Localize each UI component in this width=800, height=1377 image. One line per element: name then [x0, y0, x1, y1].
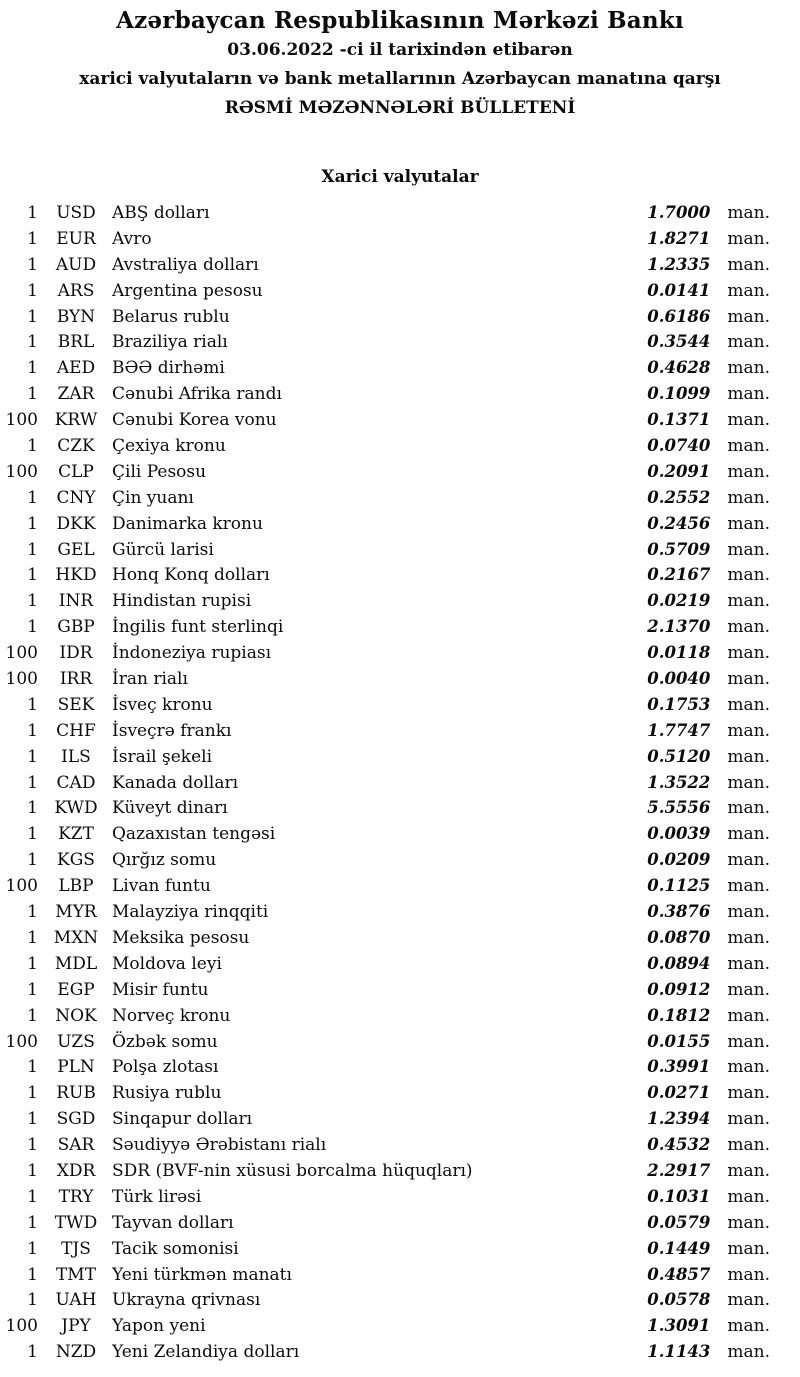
currency-code-cell: XDR: [56, 1160, 96, 1181]
currency-name-cell: Meksika pesosu: [112, 927, 250, 948]
unit-label: man.: [727, 772, 770, 793]
rate-value-cell: 0.0040: [647, 669, 711, 689]
rate-value-cell: 0.5709: [647, 539, 711, 559]
unit-label: man.: [727, 876, 770, 897]
unit-label: man.: [727, 332, 770, 353]
currency-name-cell: ABŞ dolları: [112, 203, 210, 223]
table-row: [0, 1313, 800, 1339]
rate-value-cell: 0.3876: [647, 902, 711, 922]
rate-value-cell: 0.0578: [647, 1290, 711, 1310]
unit-label: man.: [727, 1109, 770, 1130]
currency-name-cell: Qazaxıstan tengəsi: [112, 824, 276, 845]
table-row: [0, 718, 800, 744]
currency-code-cell: PLN: [57, 1057, 95, 1078]
currency-code-cell: JPY: [61, 1316, 91, 1337]
unit-label: man.: [727, 358, 770, 379]
currency-code-cell: TJS: [61, 1238, 91, 1259]
unit-label: man.: [727, 824, 770, 845]
unit-label: man.: [727, 410, 770, 431]
currency-code-cell: TRY: [58, 1186, 94, 1207]
rate-value-cell: 0.1812: [647, 1005, 711, 1025]
currency-code-cell: KRW: [54, 410, 98, 431]
quantity-cell: 1: [27, 1057, 38, 1078]
rate-value-cell: 0.1371: [647, 410, 711, 430]
rate-value-cell: 0.0870: [647, 927, 711, 947]
currency-code-cell: NZD: [55, 1342, 97, 1363]
unit-label: man.: [727, 1264, 770, 1285]
currency-code-cell: MDL: [54, 953, 98, 974]
unit-label: man.: [727, 461, 770, 482]
currency-name-cell: Argentina pesosu: [112, 280, 263, 301]
unit-label: man.: [727, 565, 770, 586]
table-row: [0, 381, 800, 407]
table-row: [0, 304, 800, 330]
rate-value-cell: 0.0912: [647, 979, 711, 999]
currency-code-cell: SGD: [56, 1109, 96, 1130]
table-row: [0, 537, 800, 563]
currency-code-cell: BYN: [56, 306, 96, 327]
unit-label: man.: [727, 927, 770, 948]
quantity-cell: 1: [27, 1005, 38, 1026]
currency-code-cell: KZT: [58, 824, 94, 845]
rate-value-cell: 0.2552: [647, 487, 711, 507]
unit-label: man.: [727, 798, 770, 819]
currency-name-cell: İngilis funt sterlinqi: [112, 617, 284, 638]
rate-value-cell: 0.0271: [647, 1083, 711, 1103]
table-row: [0, 1287, 800, 1313]
table-row: [0, 329, 800, 355]
unit-label: man.: [727, 1160, 770, 1181]
currency-code-cell: TMT: [55, 1264, 97, 1285]
currency-name-cell: İndoneziya rupiası: [112, 643, 272, 664]
unit-label: man.: [727, 384, 770, 405]
quantity-cell: 1: [27, 436, 38, 457]
unit-label: man.: [727, 902, 770, 923]
table-row: [0, 795, 800, 821]
table-row: [0, 977, 800, 1003]
currency-name-cell: Avstraliya dolları: [112, 254, 259, 275]
currency-name-cell: Honq Konq dolları: [112, 565, 270, 586]
currency-name-cell: SDR (BVF-nin xüsusi borcalma hüquqları): [112, 1160, 473, 1181]
quantity-cell: 1: [27, 694, 38, 715]
quantity-cell: 1: [27, 617, 38, 638]
currency-code-cell: CZK: [57, 436, 95, 457]
table-row: [0, 770, 800, 796]
currency-name-cell: Kanada dolları: [112, 772, 239, 793]
table-row: [0, 226, 800, 252]
currency-name-cell: Polşa zlotası: [112, 1057, 219, 1078]
currency-code-cell: CAD: [56, 772, 96, 793]
quantity-cell: 100: [5, 669, 38, 690]
rate-value-cell: 0.4532: [647, 1135, 711, 1155]
currency-code-cell: MYR: [55, 902, 97, 923]
table-row: [0, 1210, 800, 1236]
table-row: [0, 407, 800, 433]
currency-code-cell: SAR: [57, 1135, 95, 1156]
unit-label: man.: [727, 1057, 770, 1078]
effective-date-line: 03.06.2022 -ci il tarixindən etibarən: [227, 40, 573, 60]
table-row: [0, 1236, 800, 1262]
currency-code-cell: USD: [56, 203, 96, 223]
currency-code-cell: CLP: [58, 461, 94, 482]
unit-label: man.: [727, 487, 770, 508]
unit-label: man.: [727, 436, 770, 457]
rate-value-cell: 0.4628: [647, 358, 711, 378]
quantity-cell: 1: [27, 1083, 38, 1104]
currency-code-cell: MXN: [53, 927, 99, 948]
quantity-cell: 1: [27, 902, 38, 923]
rate-value-cell: 0.1753: [647, 694, 711, 714]
quantity-cell: 1: [27, 746, 38, 767]
rate-value-cell: 1.8271: [647, 228, 711, 248]
currency-code-cell: RUB: [56, 1083, 96, 1104]
unit-label: man.: [727, 1316, 770, 1337]
rate-value-cell: 0.6186: [647, 306, 711, 326]
currency-name-cell: Yeni Zelandiya dolları: [112, 1342, 300, 1363]
quantity-cell: 100: [5, 876, 38, 897]
unit-label: man.: [727, 720, 770, 741]
rate-value-cell: 0.2091: [647, 461, 711, 481]
quantity-cell: 1: [27, 798, 38, 819]
table-row: [0, 1339, 800, 1365]
table-row: [0, 355, 800, 381]
unit-label: man.: [727, 306, 770, 327]
quantity-cell: 1: [27, 824, 38, 845]
rate-value-cell: 1.3522: [647, 772, 711, 792]
currency-name-cell: Səudiyyə Ərəbistanı rialı: [112, 1135, 327, 1156]
rate-value-cell: 0.0155: [647, 1031, 711, 1051]
currency-code-cell: SEK: [57, 694, 95, 715]
rate-value-cell: 0.0118: [647, 643, 711, 663]
rate-value-cell: 1.2394: [647, 1109, 711, 1129]
currency-name-cell: İran rialı: [112, 669, 188, 690]
rate-value-cell: 1.1143: [647, 1342, 711, 1362]
unit-label: man.: [727, 1083, 770, 1104]
currency-name-cell: Türk lirəsi: [112, 1186, 202, 1207]
currency-code-cell: ZAR: [57, 384, 95, 405]
currency-code-cell: ILS: [61, 746, 91, 767]
quantity-cell: 1: [27, 1135, 38, 1156]
table-row: [0, 278, 800, 304]
quantity-cell: 1: [27, 1290, 38, 1311]
rate-value-cell: 1.7747: [647, 720, 711, 740]
table-row: [0, 1262, 800, 1288]
table-row: [0, 873, 800, 899]
scope-line: xarici valyutaların və bank metallarının Azərbaycan manatına qarşı: [79, 69, 721, 89]
table-row: [0, 433, 800, 459]
table-row: [0, 899, 800, 925]
unit-label: man.: [727, 617, 770, 638]
rate-value-cell: 0.5120: [647, 746, 711, 766]
unit-label: man.: [727, 669, 770, 690]
quantity-cell: 100: [5, 1316, 38, 1337]
quantity-cell: 1: [27, 539, 38, 560]
currency-code-cell: GBP: [57, 617, 95, 638]
currency-name-cell: Çin yuanı: [112, 487, 194, 508]
quantity-cell: 100: [5, 643, 38, 664]
rate-value-cell: 5.5556: [647, 798, 711, 818]
table-row: [0, 925, 800, 951]
currency-name-cell: Cənubi Afrika randı: [112, 384, 282, 405]
quantity-cell: 1: [27, 358, 38, 379]
quantity-cell: 1: [27, 1109, 38, 1130]
quantity-cell: 100: [5, 1031, 38, 1052]
table-row: [0, 1003, 800, 1029]
currency-code-cell: LBP: [58, 876, 94, 897]
rate-value-cell: 0.3991: [647, 1057, 711, 1077]
currency-name-cell: BƏƏ dirhəmi: [112, 358, 225, 379]
table-row: [0, 588, 800, 614]
rate-value-cell: 0.3544: [647, 332, 711, 352]
currency-name-cell: Sinqapur dolları: [112, 1109, 253, 1130]
table-row: [0, 1158, 800, 1184]
currency-code-cell: IRR: [59, 669, 93, 690]
currency-name-cell: Avro: [112, 228, 152, 249]
quantity-cell: 1: [27, 1160, 38, 1181]
table-row: [0, 951, 800, 977]
unit-label: man.: [727, 1135, 770, 1156]
unit-label: man.: [727, 850, 770, 871]
rate-value-cell: 0.0894: [647, 953, 711, 973]
unit-label: man.: [727, 979, 770, 1000]
quantity-cell: 1: [27, 1264, 38, 1285]
quantity-cell: 100: [5, 410, 38, 431]
currency-code-cell: TWD: [54, 1212, 98, 1233]
table-row: [0, 1132, 800, 1158]
unit-label: man.: [727, 746, 770, 767]
quantity-cell: 1: [27, 280, 38, 301]
currency-name-cell: Cənubi Korea vonu: [112, 410, 277, 431]
table-row: [0, 562, 800, 588]
rate-value-cell: 0.2456: [647, 513, 711, 533]
table-row: [0, 692, 800, 718]
quantity-cell: 1: [27, 1186, 38, 1207]
rate-value-cell: 0.0219: [647, 591, 711, 611]
table-row: [0, 821, 800, 847]
currency-code-cell: KGS: [57, 850, 95, 871]
quantity-cell: 1: [27, 850, 38, 871]
table-row: [0, 614, 800, 640]
table-row: [0, 640, 800, 666]
currency-code-cell: NOK: [55, 1005, 97, 1026]
table-row: [0, 252, 800, 278]
unit-label: man.: [727, 539, 770, 560]
quantity-cell: 1: [27, 203, 38, 223]
quantity-cell: 1: [27, 1342, 38, 1363]
table-row: [0, 1106, 800, 1132]
rates-table: [0, 200, 800, 1365]
currency-code-cell: AED: [56, 358, 96, 379]
currency-code-cell: EGP: [57, 979, 95, 1000]
currency-name-cell: Belarus rublu: [112, 306, 230, 327]
unit-label: man.: [727, 1005, 770, 1026]
quantity-cell: 1: [27, 254, 38, 275]
unit-label: man.: [727, 694, 770, 715]
currency-name-cell: Gürcü larisi: [112, 539, 214, 560]
unit-label: man.: [727, 643, 770, 664]
currency-name-cell: Yeni türkmən manatı: [112, 1264, 292, 1285]
table-row: [0, 459, 800, 485]
currency-name-cell: Tayvan dolları: [112, 1212, 234, 1233]
rate-value-cell: 2.1370: [647, 617, 711, 637]
currency-name-cell: Küveyt dinarı: [112, 798, 228, 819]
quantity-cell: 1: [27, 979, 38, 1000]
quantity-cell: 1: [27, 1238, 38, 1259]
currency-name-cell: Tacik somonisi: [112, 1238, 239, 1259]
unit-label: man.: [727, 1212, 770, 1233]
table-row: [0, 1184, 800, 1210]
currency-name-cell: Yapon yeni: [112, 1316, 206, 1337]
quantity-cell: 1: [27, 228, 38, 249]
currency-code-cell: ARS: [57, 280, 95, 301]
quantity-cell: 1: [27, 332, 38, 353]
unit-label: man.: [727, 1186, 770, 1207]
currency-name-cell: Norveç kronu: [112, 1005, 231, 1026]
quantity-cell: 1: [27, 927, 38, 948]
quantity-cell: 1: [27, 384, 38, 405]
currency-name-cell: Ukrayna qrivnası: [112, 1290, 261, 1311]
currency-name-cell: İsveçrə frankı: [112, 720, 232, 741]
table-row: [0, 744, 800, 770]
currency-name-cell: İsveç kronu: [112, 694, 213, 715]
rate-value-cell: 0.1031: [647, 1186, 711, 1206]
table-row: [0, 200, 800, 226]
quantity-cell: 1: [27, 772, 38, 793]
currency-name-cell: Misir funtu: [112, 979, 209, 1000]
table-row: [0, 1029, 800, 1055]
unit-label: man.: [727, 953, 770, 974]
table-row: [0, 511, 800, 537]
currency-name-cell: Qırğız somu: [112, 850, 217, 871]
unit-label: man.: [727, 280, 770, 301]
rate-value-cell: 0.2167: [647, 565, 711, 585]
table-row: [0, 485, 800, 511]
rate-value-cell: 0.0141: [647, 280, 711, 300]
currency-name-cell: Özbək somu: [112, 1031, 218, 1052]
quantity-cell: 1: [27, 953, 38, 974]
rate-value-cell: 0.0039: [647, 824, 711, 844]
quantity-cell: 1: [27, 1212, 38, 1233]
unit-label: man.: [727, 1031, 770, 1052]
unit-label: man.: [727, 1290, 770, 1311]
currency-code-cell: KWD: [54, 798, 98, 819]
quantity-cell: 1: [27, 591, 38, 612]
bulletin-title: RƏSMİ MƏZƏNNƏLƏRİ BÜLLETENİ: [224, 98, 576, 118]
rate-value-cell: 0.1125: [647, 876, 711, 896]
quantity-cell: 1: [27, 513, 38, 534]
rate-value-cell: 0.4857: [647, 1264, 711, 1284]
currency-code-cell: CHF: [56, 720, 96, 741]
rate-value-cell: 1.2335: [647, 254, 711, 274]
quantity-cell: 1: [27, 720, 38, 741]
rate-value-cell: 1.3091: [647, 1316, 711, 1336]
rate-value-cell: 0.1449: [647, 1238, 711, 1258]
currency-code-cell: AUD: [55, 254, 97, 275]
section-title: Xarici valyutalar: [321, 167, 479, 187]
currency-name-cell: Çili Pesosu: [112, 461, 207, 482]
currency-name-cell: Livan funtu: [112, 876, 211, 897]
table-row: [0, 1080, 800, 1106]
unit-label: man.: [727, 254, 770, 275]
unit-label: man.: [727, 1342, 770, 1363]
currency-code-cell: EUR: [56, 228, 96, 249]
currency-name-cell: Hindistan rupisi: [112, 591, 252, 612]
quantity-cell: 1: [27, 487, 38, 508]
table-row: [0, 666, 800, 692]
rate-value-cell: 0.0209: [647, 850, 711, 870]
currency-name-cell: Braziliya rialı: [112, 332, 228, 353]
unit-label: man.: [727, 513, 770, 534]
unit-label: man.: [727, 203, 770, 223]
currency-name-cell: Danimarka kronu: [112, 513, 263, 534]
document-header: [0, 0, 800, 123]
currency-code-cell: IDR: [59, 643, 93, 664]
table-row: [0, 1054, 800, 1080]
rate-value-cell: 0.0740: [647, 436, 711, 456]
currency-code-cell: DKK: [56, 513, 96, 534]
currency-code-cell: UZS: [57, 1031, 95, 1052]
rate-value-cell: 0.1099: [647, 384, 711, 404]
currency-name-cell: Malayziya rinqqiti: [112, 902, 269, 923]
currency-code-cell: CNY: [56, 487, 96, 508]
unit-label: man.: [727, 228, 770, 249]
quantity-cell: 1: [27, 565, 38, 586]
rate-value-cell: 0.0579: [647, 1212, 711, 1232]
currency-name-cell: Moldova leyi: [112, 953, 222, 974]
currency-code-cell: HKD: [55, 565, 97, 586]
currency-code-cell: GEL: [57, 539, 95, 560]
quantity-cell: 1: [27, 306, 38, 327]
unit-label: man.: [727, 591, 770, 612]
currency-name-cell: İsrail şekeli: [112, 746, 212, 767]
currency-code-cell: INR: [58, 591, 94, 612]
rate-value-cell: 1.7000: [647, 203, 711, 222]
rate-value-cell: 2.2917: [647, 1160, 711, 1180]
currency-name-cell: Çexiya kronu: [112, 436, 226, 457]
bank-title: Azərbaycan Respublikasının Mərkəzi Bankı: [116, 7, 684, 34]
currency-code-cell: BRL: [57, 332, 95, 353]
quantity-cell: 100: [5, 461, 38, 482]
currency-code-cell: UAH: [55, 1290, 97, 1311]
unit-label: man.: [727, 1238, 770, 1259]
currency-name-cell: Rusiya rublu: [112, 1083, 222, 1104]
table-row: [0, 847, 800, 873]
